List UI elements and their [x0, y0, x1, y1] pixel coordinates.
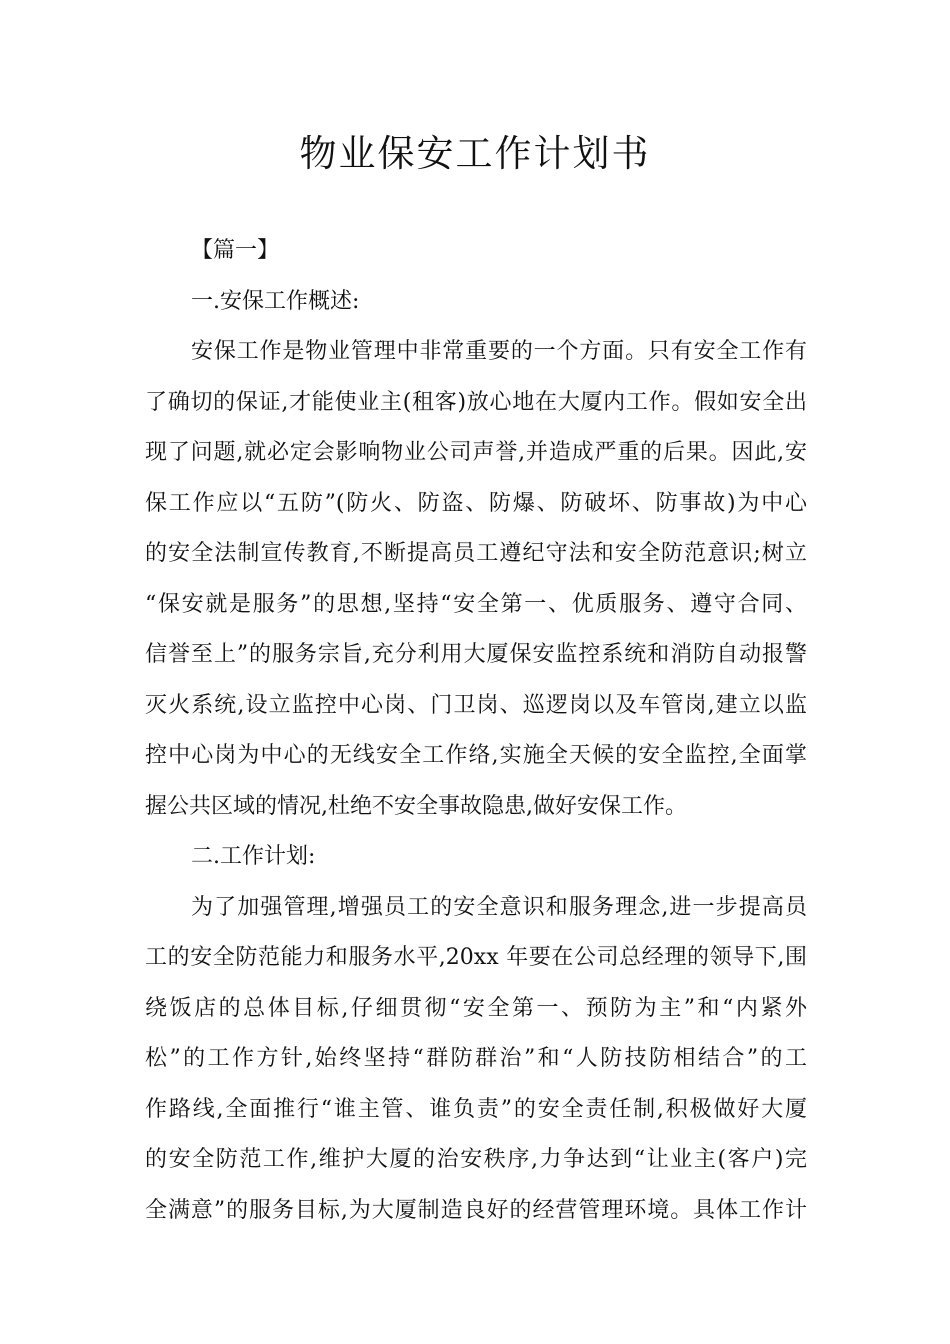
paragraph-line: 的安全防范工作,维护大厦的治安秩序,力争达到“让业主(客户)完	[145, 1147, 807, 1172]
paragraph-line: 的安全法制宣传教育,不断提高员工遵纪守法和安全防范意识;树立	[145, 541, 807, 566]
paragraph-line: 灭火系统,设立监控中心岗、门卫岗、巡逻岗以及车管岗,建立以监	[145, 692, 807, 718]
paragraph-line: 控中心岗为中心的无线安全工作络,实施全天候的安全监控,全面掌	[145, 743, 807, 768]
heading-overview: 一.安保工作概述:	[191, 288, 360, 314]
paragraph-line: 作路线,全面推行“谁主管、谁负责”的安全责任制,积极做好大厦	[145, 1096, 807, 1122]
paragraph-line: 绕饭店的总体目标,仔细贯彻“安全第一、预防为主”和“内紧外	[145, 995, 807, 1021]
paragraph-line: 工的安全防范能力和服务水平,20xx 年要在公司总经理的领导下,围	[145, 945, 807, 970]
document-title: 物业保安工作计划书	[299, 132, 651, 175]
document-body	[145, 226, 807, 1236]
heading-plan: 二.工作计划:	[191, 844, 316, 869]
section-marker: 【篇一】	[191, 238, 280, 263]
paragraph-line: 握公共区域的情况,杜绝不安全事故隐患,做好安保工作。	[145, 793, 687, 819]
paragraph-line: 了确切的保证,才能使业主(租客)放心地在大厦内工作。假如安全出	[145, 389, 807, 415]
paragraph-line: 全满意”的服务目标,为大厦制造良好的经营管理环境。具体工作计	[145, 1197, 807, 1223]
paragraph-line: 安保工作是物业管理中非常重要的一个方面。只有安全工作有	[191, 339, 807, 364]
paragraph-line: 现了问题,就必定会影响物业公司声誉,并造成严重的后果。因此,安	[145, 440, 807, 465]
paragraph-plan	[145, 883, 807, 1237]
paragraph-line: 保工作应以“五防”(防火、防盗、防爆、防破坏、防事故)为中心	[145, 490, 807, 516]
paragraph-overview	[145, 327, 807, 832]
paragraph-line: 信誉至上”的服务宗旨,充分利用大厦保安监控系统和消防自动报警	[145, 642, 807, 667]
paragraph-line: 为了加强管理,增强员工的安全意识和服务理念,进一步提高员	[191, 894, 807, 920]
paragraph-line: “保安就是服务”的思想,坚持“安全第一、优质服务、遵守合同、	[145, 591, 807, 617]
paragraph-line: 松”的工作方针,始终坚持“群防群治”和“人防技防相结合”的工	[145, 1046, 807, 1071]
